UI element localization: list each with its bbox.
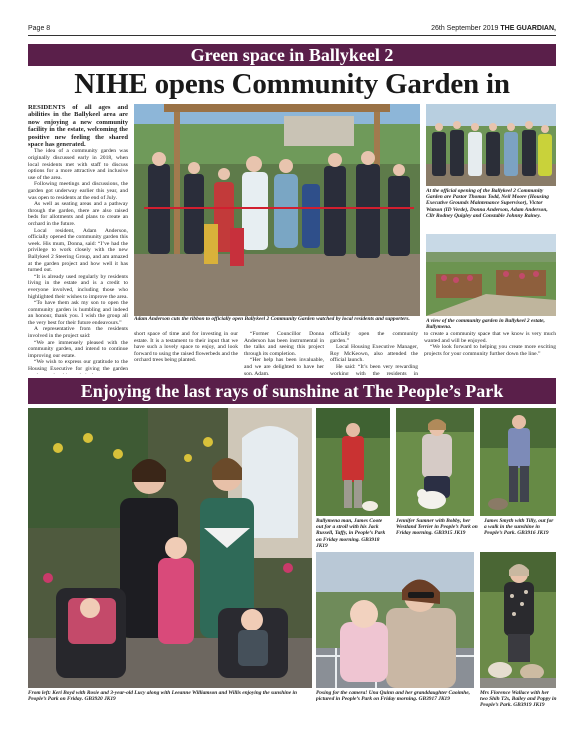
article-paragraph: “To have them ask my son to open the community garden is humbling and indeed an honour, thank you. I wish the group all the very best for their future endeavours.” bbox=[28, 300, 128, 326]
photo-garden-view bbox=[426, 234, 556, 316]
page-number: Page 8 bbox=[28, 25, 51, 32]
article-paragraph: “Former Councillor Donna Anderson has been instrumental in the talks and seeing this project through its completion. bbox=[244, 331, 324, 357]
article-paragraph: He said: “It’s been very rewarding working with the residents in bbox=[330, 363, 418, 375]
caption-man-with-jack-russell: Ballymena man, James Coote out for a stroll with his Jack Russell, Taffy, in People’s Park on Friday morning. GB3918 JK19 bbox=[316, 518, 386, 548]
photo-woman-with-terrier bbox=[396, 408, 474, 516]
page-header bbox=[28, 24, 556, 36]
photo-woman-with-shih-tzus bbox=[480, 552, 556, 688]
section-banner-green-space: Green space in Ballykeel 2 bbox=[28, 44, 556, 66]
issue-date: 26th September 2019 bbox=[431, 25, 499, 32]
caption-garden-view: A view of the community garden in Ballykeel 2 estate, Ballymena. bbox=[426, 318, 545, 331]
article-paragraph: A representative from the residents involved in the project said: bbox=[28, 326, 128, 340]
photo-man-with-jack-russell bbox=[316, 408, 390, 516]
caption-woman-with-shih-tzus: Mrs Florence Wallace with her two Shih T2s, Bailey and Poppy in People’s Park. GB3919 JK19 bbox=[480, 690, 557, 709]
article-column-4 bbox=[330, 331, 418, 375]
publication-name: THE GUARDIAN, bbox=[500, 25, 556, 32]
caption-mothers-with-prams: From left: Keri Boyd with Rosie and 3-year-old Lucy along with Leeanne Williamson and Willis enjoying the sunshine in People’s Park on Friday. GB3920 JK19 bbox=[28, 690, 297, 703]
article-paragraph: The idea of a community garden was originally discussed early in 2018, when local residents met with staff to discuss options for a more attractive and inclusive use of the area. bbox=[28, 148, 128, 181]
article-paragraph: short space of time and for investing in our estate. It is a testament to their input that we have such a lovely space to enjoy, and look forward to using the raised flowerbeds and the orchard trees being planted. bbox=[134, 331, 238, 364]
article-paragraph: Local resident, Adam Anderson, officially opened the community garden this week. His mum, Donna, said: “I’ve had the privilege to work closely with the new Ballykeel 2 Steering Group, and am amazed at the garden project and how well it has turned out. bbox=[28, 227, 128, 274]
article-paragraph: officially open the community garden.” bbox=[330, 331, 418, 344]
article-column-5 bbox=[424, 331, 556, 375]
photo-man-with-tilly bbox=[480, 408, 556, 516]
article-paragraph: “We look forward to helping you create more exciting projects for your community further down the line.” bbox=[424, 344, 556, 357]
caption-grandmother-and-granddaughter: Posing for the camera! Una Quinn and her granddaughter Caoimhe, pictured in People’s Park on Friday morning. GB3917 JK19 bbox=[316, 690, 470, 703]
photo-ribbon-cutting bbox=[134, 104, 420, 316]
section-banner-peoples-park: Enjoying the last rays of sunshine at The People’s Park bbox=[28, 378, 556, 404]
article-lead: RESIDENTS of all ages and abilities in the Ballykeel area are now enjoying a new community facility in the estate, welcoming the positive new feeling the shared space has generated. bbox=[28, 104, 128, 149]
article-paragraph: As well as seating areas and a pathway through the garden, there are also raised beds for allotments and plans to create an orchard in the future. bbox=[28, 201, 128, 227]
caption-ribbon-cutting: Adam Anderson cuts the ribbon to officially open Ballykeel 2 Community Garden watched by local residents and supporters. bbox=[134, 316, 410, 322]
article-column-2 bbox=[134, 331, 238, 375]
article-paragraph: “It is already used regularly by residents living in the estate and is a credit to everyone involved, including those who highlighted their wishes to improve the area. bbox=[28, 273, 128, 300]
article-column-1 bbox=[28, 104, 128, 374]
article-column-3 bbox=[244, 331, 324, 375]
article-paragraph: “We wish to express our gratitude to the Housing Executive for giving the garden bbox=[28, 359, 128, 373]
photo-mothers-with-prams bbox=[28, 408, 312, 688]
photo-grandmother-and-granddaughter bbox=[316, 552, 474, 688]
article-paragraph: “We are immensely pleased with the community garden, and intend to continue improving our estate. bbox=[28, 339, 128, 359]
article-headline: NIHE opens Community Garden in bbox=[74, 68, 510, 100]
article-paragraph: to create a community space that we know is very much wanted and will be enjoyed. bbox=[424, 331, 556, 344]
photo-official-opening-group bbox=[426, 104, 556, 186]
caption-woman-with-terrier: Jennifer Sumner with Bobby, her Westland Terrier in People’s Park on Friday morning. GB3915 JK19 bbox=[396, 518, 478, 537]
article-paragraph: Following meetings and discussions, the garden got underway earlier this year, and was open to residents at the end of July. bbox=[28, 181, 128, 201]
article-paragraph: “Her help has been invaluable, and we are delighted to have her son, Adam, bbox=[244, 357, 324, 375]
issue-date-line bbox=[431, 25, 556, 32]
caption-official-opening-group: At the official opening of the Ballykeel 2 Community Garden are Pastor Thomas Todd, Neil Moore (Housing Executive Grounds Maintenance Supervisor), Victor Watson (ID Verde), Donna Anderson, Adam Anderson, Cllr Rodney Quigley and Constable Johnny Rainey. bbox=[426, 188, 549, 219]
caption-man-with-tilly: James Smyth with Tilly, out for a walk in the sunshine in People’s Park. GB3916 JK19 bbox=[484, 518, 554, 537]
article-paragraph: Local Housing Executive Manager, Roy McKeown, also attended the official launch. bbox=[330, 344, 418, 364]
